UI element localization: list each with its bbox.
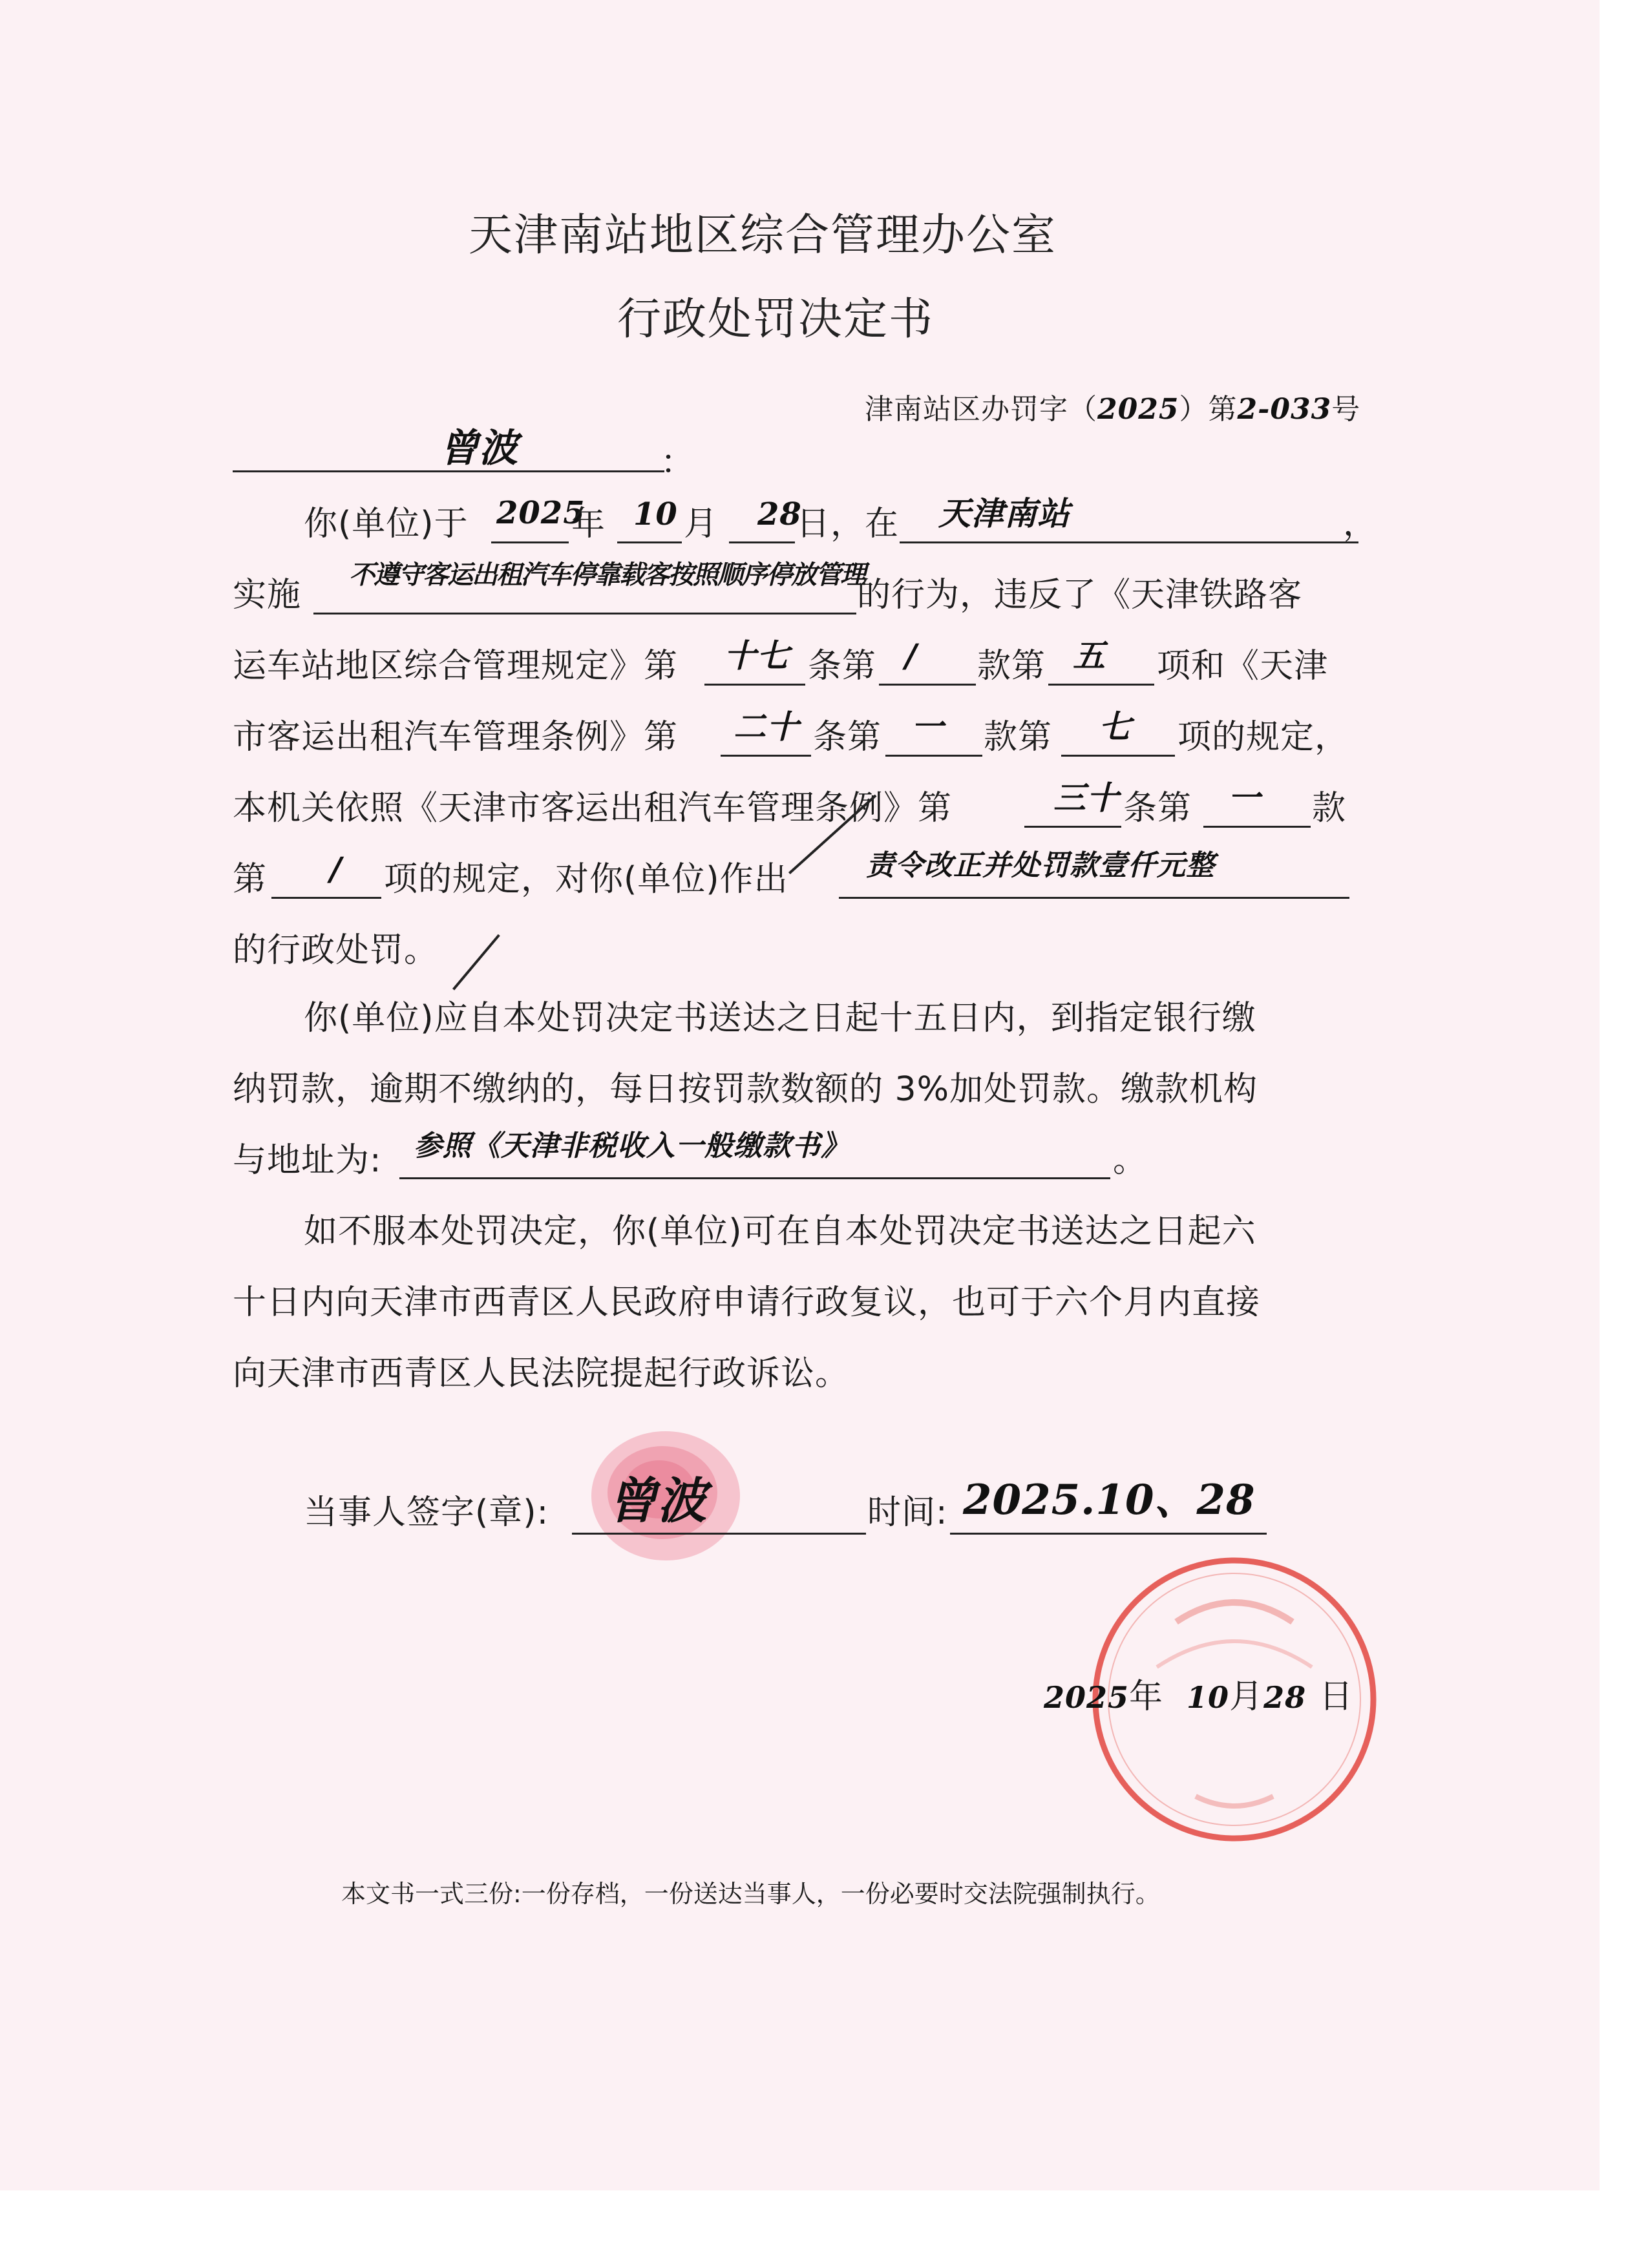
violation-act: 不遵守客运出租汽车停靠载客按照顺序停放管理: [349, 560, 865, 590]
taxi-clause-underline: [885, 755, 982, 757]
time-label: 时间:: [867, 1493, 948, 1532]
violation-day-underline: [729, 541, 795, 543]
recipient-colon: ：: [660, 443, 695, 482]
para1-l3-a: 运车站地区综合管理规定》第: [233, 647, 679, 686]
time-value: 2025.10、28: [963, 1476, 1256, 1524]
regulation-article-underline: [704, 684, 805, 686]
decision-date-month-suffix: 月: [1229, 1677, 1264, 1716]
violation-month: 10: [633, 496, 678, 532]
doc-number-prefix: 津南站区办罚字（: [865, 393, 1097, 426]
para1-l3-d: 项和《天津: [1157, 647, 1329, 686]
para2-l3-period: 。: [1113, 1141, 1148, 1180]
taxi-item: 七: [1099, 708, 1132, 746]
para1-l5-b: 条第: [1123, 789, 1192, 828]
penalty-decision-underline: [839, 897, 1349, 899]
document-title-line2: 行政处罚决定书: [617, 294, 935, 345]
payment-institution: 参照《天津非税收入一般缴款书》: [414, 1129, 850, 1162]
para1-l4-d: 项的规定，: [1178, 718, 1349, 757]
taxi-clause: 一: [911, 708, 944, 746]
para1-l2-a: 实施: [233, 576, 302, 614]
taxi-article-underline: [721, 755, 811, 757]
taxi-article: 二十: [734, 708, 799, 746]
para3-l3: 向天津市西青区人民法院提起行政诉讼。: [233, 1354, 850, 1393]
regulation-clause-underline: [879, 684, 976, 686]
para1-line1: [304, 507, 469, 541]
signature-underline: [572, 1533, 866, 1535]
para1-l1-month-suffix: 月: [684, 505, 719, 543]
para1-l1-year-suffix: 年: [571, 505, 606, 543]
violation-day: 28: [757, 496, 802, 532]
decision-date-day-suffix: 日: [1319, 1677, 1354, 1716]
decision-date: [1044, 1677, 1354, 1716]
regulation-article: 十七: [724, 636, 790, 675]
footer-note: 本文书一式三份:一份存档，一份送达当事人，一份必要时交法院强制执行。: [341, 1880, 1160, 1908]
violation-year-underline: [491, 541, 569, 543]
doc-number-suffix: 号: [1331, 393, 1361, 426]
time-underline: [950, 1533, 1267, 1535]
violation-place-underline: [900, 541, 1358, 543]
doc-number-value: 2-033: [1237, 393, 1332, 426]
doc-number-year: 2025: [1097, 393, 1179, 426]
violation-month-underline: [617, 541, 682, 543]
para1-l1-day-suffix: 日，在: [796, 505, 900, 543]
document-number: [865, 395, 1360, 424]
decision-date-year-suffix: 年: [1129, 1677, 1164, 1716]
para1-l5-a: 本机关依照《天津市客运出租汽车管理条例》第: [233, 789, 953, 828]
para1-l2-b: 的行为，违反了《天津铁路客: [857, 576, 1303, 614]
basis-clause: 一: [1228, 779, 1261, 817]
para1-l1-comma: ，: [1343, 505, 1378, 543]
signature-label: 当事人签字(章):: [304, 1493, 549, 1532]
para1-l4-c: 款第: [984, 718, 1053, 757]
regulation-item: 五: [1073, 636, 1106, 675]
signature-name: 曾波: [607, 1472, 707, 1529]
decision-date-day: 28: [1263, 1680, 1307, 1715]
para1-l4-a: 市客运出租汽车管理条例》第: [233, 718, 679, 757]
para1-l4-b: 条第: [813, 718, 882, 757]
regulation-item-underline: [1048, 684, 1154, 686]
document-title-line1: 天津南站地区综合管理办公室: [469, 210, 1057, 261]
violation-year: 2025: [496, 495, 586, 531]
para1-l7: 的行政处罚。: [233, 931, 439, 970]
para1-l3-b: 条第: [808, 647, 877, 686]
basis-clause-underline: [1203, 826, 1311, 828]
decision-date-year: 2025: [1044, 1680, 1130, 1715]
decision-date-month: 10: [1187, 1680, 1230, 1715]
para3-l1: 如不服本处罚决定，你(单位)可在自本处罚决定书送达之日起六: [304, 1212, 1256, 1251]
para1-l1-a: 你(单位)于: [304, 505, 469, 543]
taxi-item-underline: [1061, 755, 1175, 757]
para2-l1: 你(单位)应自本处罚决定书送达之日起十五日内，到指定银行缴: [304, 999, 1256, 1038]
violation-act-underline: [313, 613, 856, 614]
basis-item-underline: [271, 897, 381, 899]
violation-place: 天津南站: [938, 494, 1070, 532]
doc-number-mid: ）第: [1179, 393, 1238, 426]
basis-article-underline: [1024, 826, 1121, 828]
regulation-clause: /: [905, 636, 918, 675]
para3-l2: 十日内向天津市西青区人民政府申请行政复议，也可于六个月内直接: [233, 1283, 1261, 1322]
basis-item: /: [330, 850, 343, 888]
para2-l2: 纳罚款，逾期不缴纳的，每日按罚款数额的 3%加处罚款。缴款机构: [233, 1070, 1258, 1109]
para1-l3-c: 款第: [977, 647, 1046, 686]
basis-article: 三十: [1053, 779, 1119, 817]
para1-l6-a: 第: [233, 860, 268, 899]
recipient-name: 曾波: [439, 426, 518, 471]
para1-l5-c: 款: [1312, 789, 1347, 828]
para1-l6-b: 项的规定，对你(单位)作出: [384, 860, 788, 899]
payment-institution-underline: [399, 1177, 1110, 1179]
para2-l3-a: 与地址为:: [233, 1141, 382, 1180]
penalty-decision: 责令改正并处罚款壹仟元整: [866, 849, 1215, 882]
